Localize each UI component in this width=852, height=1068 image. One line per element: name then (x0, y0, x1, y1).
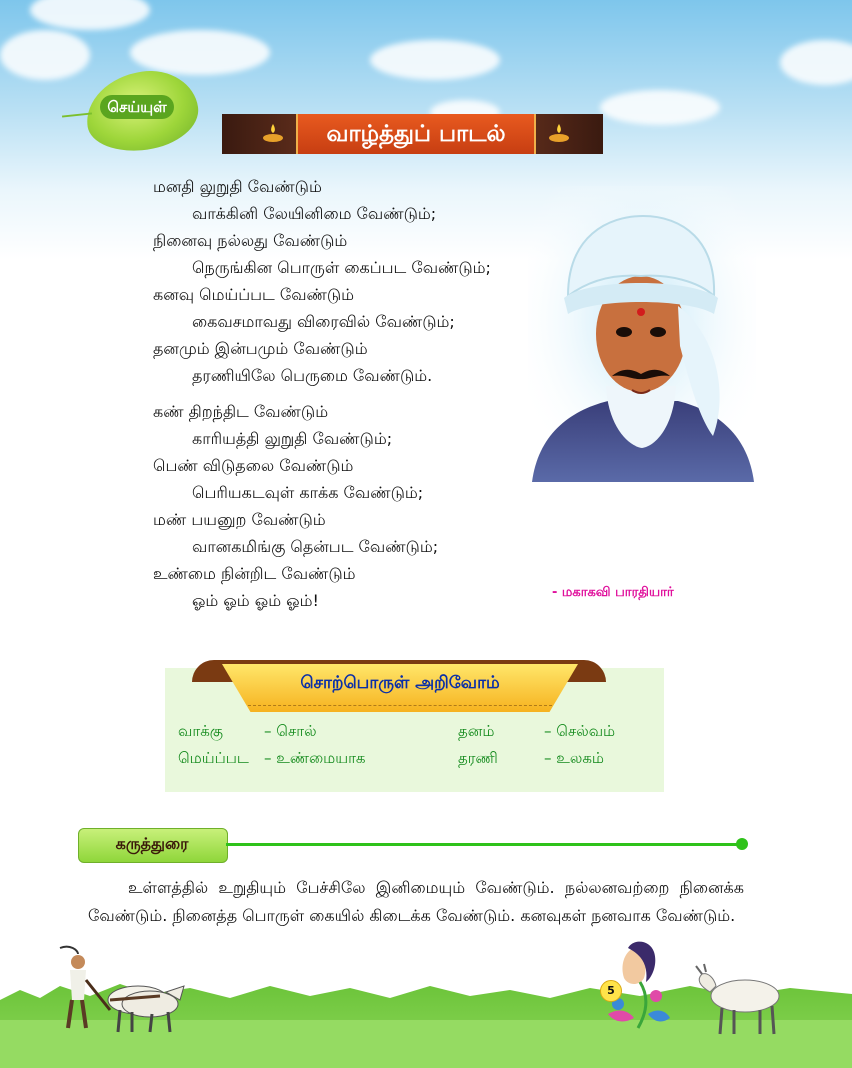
cloud (0, 30, 90, 80)
farmer-ploughing-illustration (40, 940, 190, 1036)
summary-rule-dot (736, 838, 748, 850)
poem-line: நெருங்கின பொருள் கைப்பட வேண்டும்; (192, 258, 491, 277)
cloud (780, 40, 852, 85)
glossary-meaning: – செல்வம் (544, 722, 616, 740)
glossary-meaning: – உலகம் (544, 749, 604, 767)
poem-line: தரணியிலே பெருமை வேண்டும். (192, 366, 433, 385)
stanza-gap (153, 389, 553, 398)
oil-lamp-icon (548, 122, 570, 144)
oil-lamp-icon (262, 122, 284, 144)
glossary-word: வாக்கு (178, 722, 224, 740)
section-badge: செய்யுள் (100, 95, 174, 119)
glossary-divider (248, 705, 552, 706)
glossary-word: தரணி (458, 749, 498, 767)
poem-line: தனமும் இன்பமும் வேண்டும் (153, 339, 368, 358)
glossary-title: சொற்பொருள் அறிவோம் (300, 673, 500, 693)
poem-line: மனதி லுறுதி வேண்டும் (153, 177, 322, 196)
poem-line: பெரியகடவுள் காக்க வேண்டும்; (192, 483, 424, 502)
summary-body: உள்ளத்தில் உறுதியும் பேச்சிலே இனிமையும் வேண்டும். நல்லனவற்றை நினைக்க வேண்டும். நினைத்த பொருள் கையில் கிடைக்க வேண்டும். கனவுகள் நனவாக வேண்டும். (88, 878, 744, 925)
page-number: 5 (600, 980, 622, 1002)
summary-text (88, 874, 744, 930)
poem-line: வானகமிங்கு தென்பட வேண்டும்; (192, 537, 439, 556)
glossary-meaning: – உண்மையாக (264, 749, 366, 767)
summary-rule (226, 843, 742, 846)
summary-heading: கருத்துரை (115, 834, 189, 853)
bharathiyar-portrait (528, 186, 756, 482)
glossary-row (0, 749, 852, 773)
poem-line: மண் பயனுற வேண்டும் (153, 510, 326, 529)
glossary-word: மெய்ப்பட (178, 749, 249, 767)
poem-line: கைவசமாவது விரைவில் வேண்டும்; (192, 312, 455, 331)
glossary-meaning: – சொல் (264, 722, 317, 740)
poem-line: உண்மை நின்றிட வேண்டும் (153, 564, 356, 583)
page-title: வாழ்த்துப் பாடல் (296, 114, 536, 154)
cloud (370, 40, 500, 80)
poem-line: பெண் விடுதலை வேண்டும் (153, 456, 354, 475)
poem-line: காரியத்தி லுறுதி வேண்டும்; (192, 429, 393, 448)
title-banner (222, 114, 603, 154)
poet-attribution: - மகாகவி பாரதியார் (552, 585, 674, 600)
glossary-word: தனம் (458, 722, 495, 740)
poem-line: கனவு மெய்ப்பட வேண்டும் (153, 285, 355, 304)
goat-illustration (690, 962, 790, 1038)
poem (153, 173, 553, 614)
poem-line: ஓம் ஓம் ஓம் ஓம்! (192, 591, 319, 610)
poem-line: வாக்கினி லேயினிமை வேண்டும்; (192, 204, 437, 223)
cloud (130, 30, 270, 75)
glossary-row (0, 722, 852, 746)
cloud (30, 0, 150, 30)
poem-line: நினைவு நல்லது வேண்டும் (153, 231, 348, 250)
poem-line: கண் திறந்திட வேண்டும் (153, 402, 329, 421)
cloud (600, 90, 720, 125)
